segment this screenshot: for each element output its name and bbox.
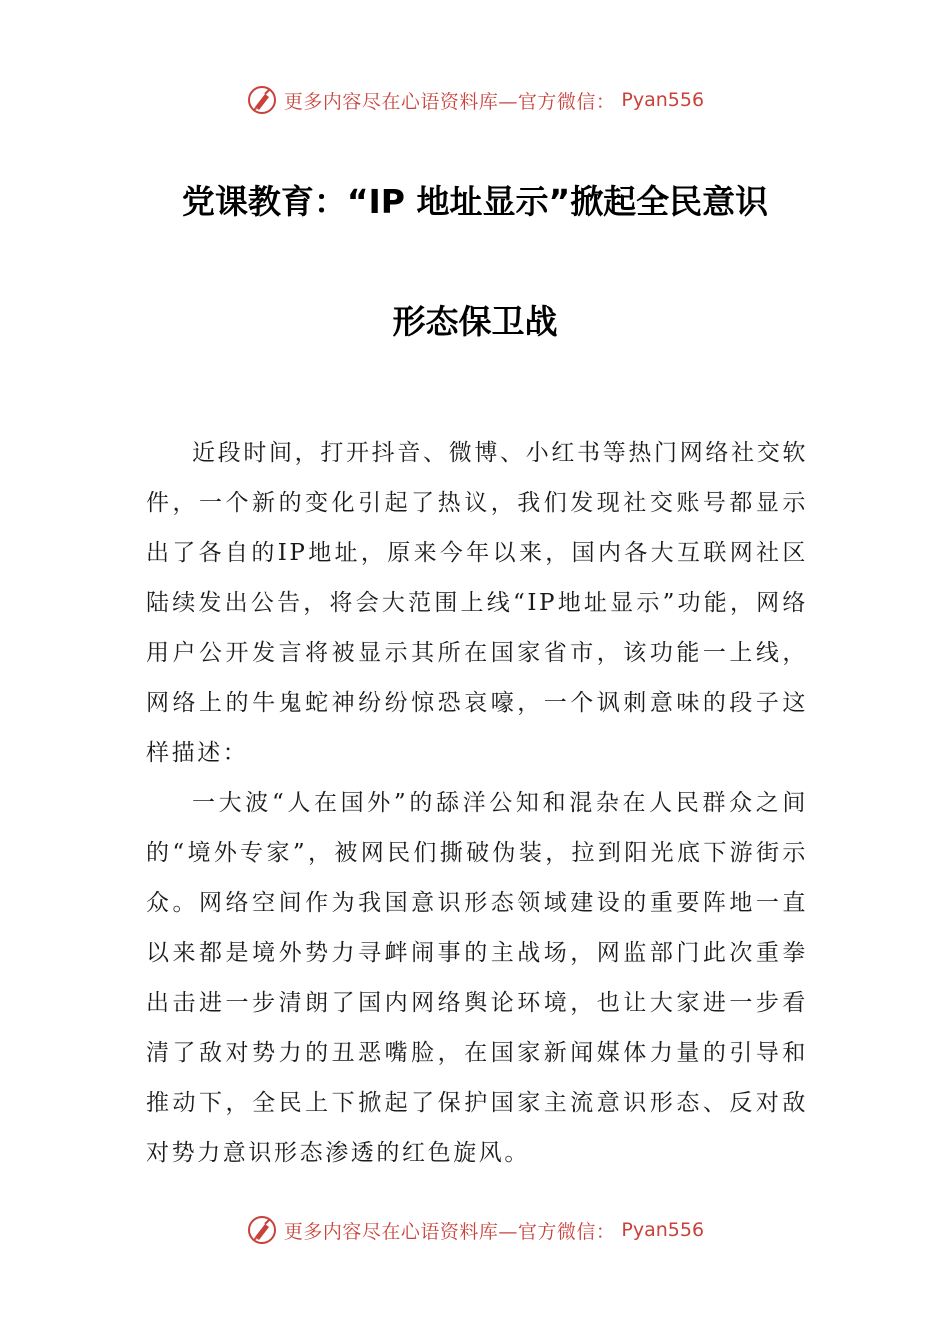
footer-banner	[0, 1210, 950, 1250]
pen-nib-logo-icon	[246, 84, 278, 116]
paragraph-2: 一大波“人在国外”的舔洋公知和混杂在人民群众之间的“境外专家”，被网民们撕破伪装，拉到阳光底下游街示众。网络空间作为我国意识形态领域建设的重要阵地一直以来都是境外势力寻衅闹事的主战场，网监部门此次重拳出击进一步清朗了国内网络舆论环境，也让大家进一步看清了敌对势力的丑恶嘴脸，在国家新闻媒体力量的引导和推动下，全民上下掀起了保护国家主流意识形态、反对敌对势力意识形态渗透的红色旋风。	[146, 790, 808, 1166]
pen-nib-logo-icon	[246, 1214, 278, 1246]
document-title-line-2: 形态保卫战	[392, 302, 558, 341]
header-brand-text: 更多内容尽在心语资料库—官方微信：	[283, 90, 616, 113]
document-body	[146, 428, 808, 1178]
footer-wechat-id: Pyan556	[621, 1219, 705, 1241]
header-wechat-id: Pyan556	[621, 89, 705, 111]
header-banner	[0, 80, 950, 120]
footer-brand-text: 更多内容尽在心语资料库—官方微信：	[283, 1220, 616, 1243]
paragraph-1: 近段时间，打开抖音、微博、小红书等热门网络社交软件，一个新的变化引起了热议，我们发现社交账号都显示出了各自的IP地址，原来今年以来，国内各大互联网社区陆续发出公告，将会大范围上线“IP地址显示”功能，网络用户公开发言将被显示其所在国家省市，该功能一上线，网络上的牛鬼蛇神纷纷惊恐哀嚎，一个讽刺意味的段子这样描述：	[146, 440, 808, 766]
document-title-line-1: 党课教育：“IP 地址显示”掀起全民意识	[181, 182, 769, 221]
